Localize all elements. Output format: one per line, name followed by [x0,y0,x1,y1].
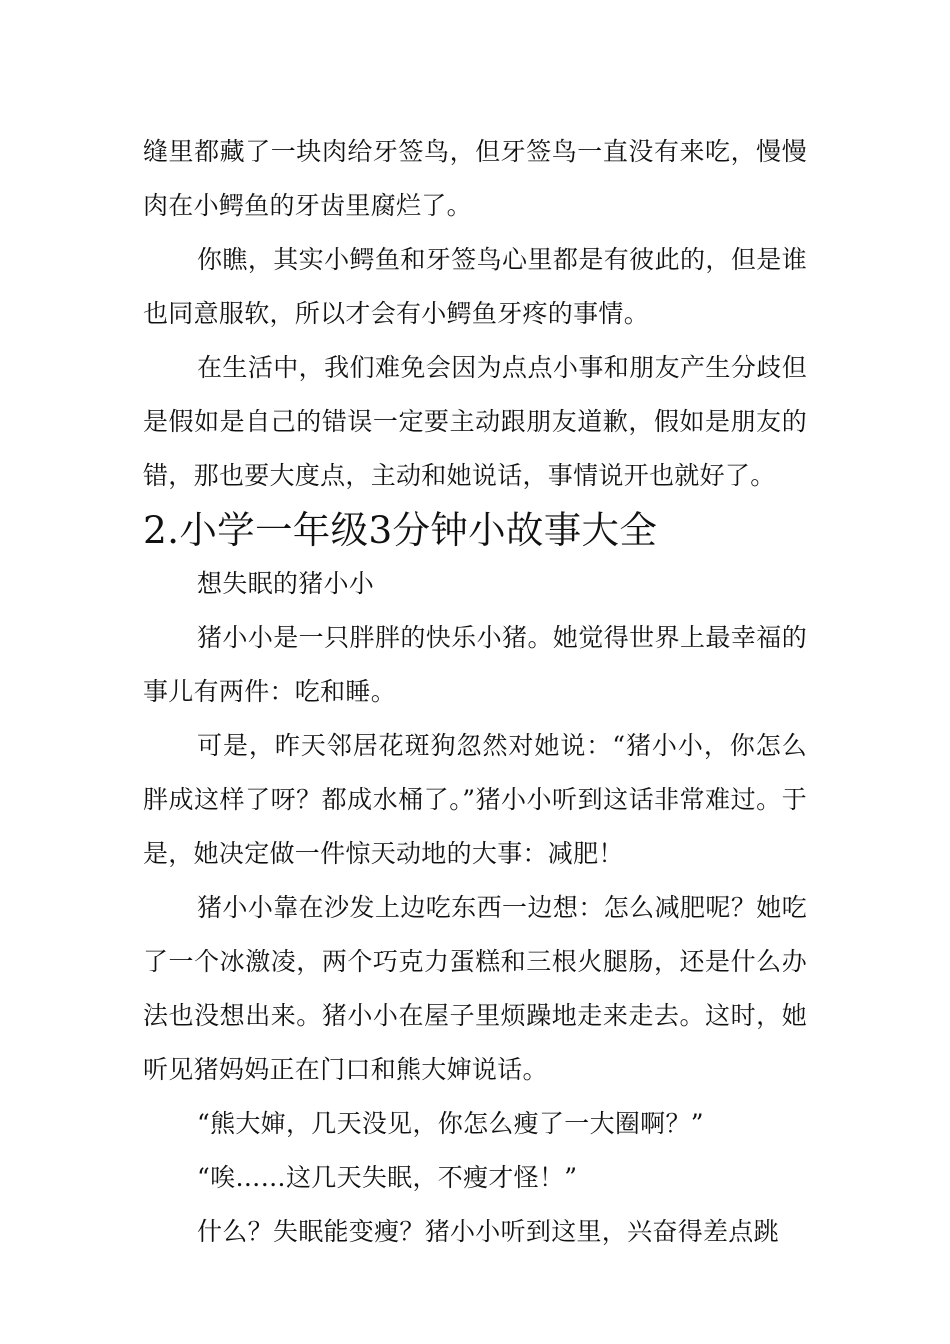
story-dialogue: “熊大婶，几天没见，你怎么瘦了一大圈啊？” [197,1109,704,1138]
story-paragraph: 猪小小靠在沙发上边吃东西一边想：怎么减肥呢？她吃了一个冰激凌，两个巧克力蛋糕和三根火腿肠，还是什么办法也没想出来。猪小小在屋子里烦躁地走来走去。这时，她听见猪妈妈正在门口和熊大婶说话。 [143,893,807,1084]
story-paragraph: 猪小小是一只胖胖的快乐小猪。她觉得世界上最幸福的事儿有两件：吃和睡。 [143,623,807,706]
section-heading: 2.小学一年级3分钟小故事大全 [143,508,658,552]
document-body [143,125,807,1259]
story-paragraph: 什么？失眠能变瘦？猪小小听到这里，兴奋得差点跳 [197,1217,779,1246]
paragraph-life-lesson: 在生活中，我们难免会因为点点小事和朋友产生分歧但是假如是自己的错误一定要主动跟朋友道歉，假如是朋友的错，那也要大度点，主动和她说话，事情说开也就好了。 [143,353,807,490]
story-paragraph: 可是，昨天邻居花斑狗忽然对她说：“猪小小，你怎么胖成这样了呀？都成水桶了。”猪小小听到这话非常难过。于是，她决定做一件惊天动地的大事：减肥！ [143,731,807,868]
story-title: 想失眠的猪小小 [197,569,375,598]
story-dialogue: “唉……这几天失眠，不瘦才怪！” [197,1163,578,1192]
paragraph-continuation: 缝里都藏了一块肉给牙签鸟，但牙签鸟一直没有来吃，慢慢肉在小鳄鱼的牙齿里腐烂了。 [143,137,807,220]
paragraph-crocodile-bird: 你瞧，其实小鳄鱼和牙签鸟心里都是有彼此的，但是谁也同意服软，所以才会有小鳄鱼牙疼的事情。 [143,245,807,328]
